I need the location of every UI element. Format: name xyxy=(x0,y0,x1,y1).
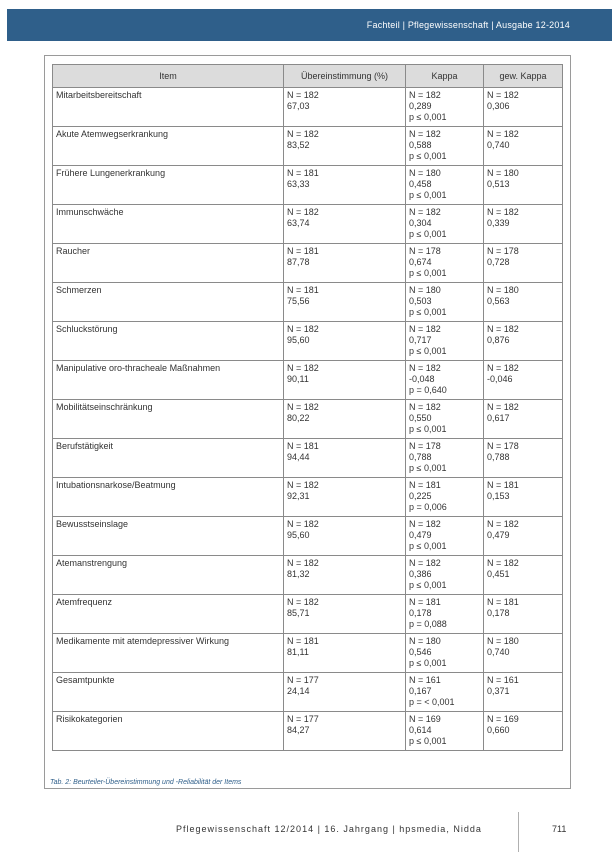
cell-agreement xyxy=(284,634,406,673)
cell-agreement xyxy=(284,283,406,322)
table-row xyxy=(53,400,563,439)
cell-kappa-line: p ≤ 0,001 xyxy=(409,541,447,551)
cell-weighted-kappa-line: N = 182 xyxy=(487,129,519,139)
cell-weighted-kappa-line: N = 180 xyxy=(487,168,519,178)
cell-item xyxy=(53,361,284,400)
cell-kappa-line: p = 0,640 xyxy=(409,385,447,395)
cell-weighted-kappa xyxy=(484,88,563,127)
cell-weighted-kappa xyxy=(484,283,563,322)
cell-weighted-kappa-line: 0,876 xyxy=(487,335,510,345)
cell-agreement xyxy=(284,361,406,400)
cell-weighted-kappa-line: 0,788 xyxy=(487,452,510,462)
cell-item xyxy=(53,400,284,439)
cell-agreement-line: 84,27 xyxy=(287,725,310,735)
cell-item xyxy=(53,673,284,712)
cell-weighted-kappa xyxy=(484,127,563,166)
cell-agreement-line: 85,71 xyxy=(287,608,310,618)
cell-weighted-kappa xyxy=(484,712,563,751)
cell-weighted-kappa-line: 0,617 xyxy=(487,413,510,423)
table-row xyxy=(53,361,563,400)
cell-agreement-line: 90,11 xyxy=(287,374,309,384)
footer-divider xyxy=(518,812,519,852)
item-label: Frühere Lungenerkrankung xyxy=(56,168,166,178)
cell-kappa-line: 0,458 xyxy=(409,179,432,189)
cell-kappa xyxy=(406,634,484,673)
cell-agreement-line: N = 182 xyxy=(287,363,319,373)
table-row xyxy=(53,205,563,244)
cell-kappa-line: p = < 0,001 xyxy=(409,697,455,707)
cell-weighted-kappa xyxy=(484,634,563,673)
cell-weighted-kappa-line: 0,479 xyxy=(487,530,510,540)
cell-agreement xyxy=(284,439,406,478)
cell-kappa-line: p ≤ 0,001 xyxy=(409,424,447,434)
cell-item xyxy=(53,205,284,244)
cell-agreement-line: N = 177 xyxy=(287,714,319,724)
cell-agreement xyxy=(284,595,406,634)
cell-agreement-line: N = 177 xyxy=(287,675,319,685)
cell-kappa xyxy=(406,517,484,556)
cell-weighted-kappa-line: N = 182 xyxy=(487,402,519,412)
item-label: Schluckstörung xyxy=(56,324,118,334)
cell-kappa-line: p ≤ 0,001 xyxy=(409,463,447,473)
table-row xyxy=(53,517,563,556)
table-row xyxy=(53,322,563,361)
cell-agreement-line: N = 182 xyxy=(287,207,319,217)
page-number: 711 xyxy=(552,824,567,834)
cell-kappa-line: N = 178 xyxy=(409,246,441,256)
cell-kappa-line: 0,788 xyxy=(409,452,432,462)
cell-agreement-line: 94,44 xyxy=(287,452,310,462)
cell-weighted-kappa-line: 0,728 xyxy=(487,257,510,267)
cell-item xyxy=(53,478,284,517)
cell-agreement-line: 81,11 xyxy=(287,647,309,657)
item-label: Berufstätigkeit xyxy=(56,441,114,451)
cell-weighted-kappa xyxy=(484,400,563,439)
table-row xyxy=(53,595,563,634)
item-label: Medikamente mit atemdepressiver Wirkung xyxy=(56,636,230,646)
cell-kappa xyxy=(406,478,484,517)
cell-agreement-line: N = 181 xyxy=(287,168,319,178)
cell-weighted-kappa-line: 0,153 xyxy=(487,491,510,501)
cell-agreement xyxy=(284,712,406,751)
cell-kappa-line: 0,546 xyxy=(409,647,432,657)
item-label: Gesamtpunkte xyxy=(56,675,115,685)
cell-kappa-line: p ≤ 0,001 xyxy=(409,307,447,317)
cell-agreement xyxy=(284,322,406,361)
table-row xyxy=(53,439,563,478)
cell-kappa-line: 0,289 xyxy=(409,101,432,111)
cell-agreement xyxy=(284,517,406,556)
cell-agreement-line: N = 182 xyxy=(287,129,319,139)
column-header-item: Item xyxy=(53,65,284,88)
header-bar xyxy=(7,9,612,41)
item-label: Akute Atemwegserkrankung xyxy=(56,129,169,139)
table-row xyxy=(53,673,563,712)
cell-weighted-kappa-line: N = 169 xyxy=(487,714,519,724)
cell-weighted-kappa-line: 0,178 xyxy=(487,608,510,618)
cell-kappa-line: p ≤ 0,001 xyxy=(409,151,447,161)
table-row xyxy=(53,166,563,205)
table-row xyxy=(53,283,563,322)
results-table xyxy=(52,64,563,751)
cell-kappa-line: p ≤ 0,001 xyxy=(409,190,447,200)
cell-agreement-line: 80,22 xyxy=(287,413,310,423)
cell-kappa-line: 0,178 xyxy=(409,608,432,618)
cell-kappa xyxy=(406,712,484,751)
cell-weighted-kappa xyxy=(484,361,563,400)
cell-agreement-line: 83,52 xyxy=(287,140,310,150)
item-label: Bewusstseinslage xyxy=(56,519,129,529)
cell-kappa-line: N = 169 xyxy=(409,714,441,724)
item-label: Atemanstrengung xyxy=(56,558,128,568)
cell-kappa-line: 0,614 xyxy=(409,725,432,735)
cell-weighted-kappa-line: N = 182 xyxy=(487,324,519,334)
cell-agreement-line: 75,56 xyxy=(287,296,310,306)
item-label: Intubationsnarkose/Beatmung xyxy=(56,480,176,490)
cell-agreement xyxy=(284,673,406,712)
cell-weighted-kappa xyxy=(484,478,563,517)
cell-kappa xyxy=(406,556,484,595)
cell-agreement-line: N = 181 xyxy=(287,246,319,256)
cell-weighted-kappa xyxy=(484,556,563,595)
cell-kappa-line: 0,503 xyxy=(409,296,432,306)
cell-agreement-line: 87,78 xyxy=(287,257,310,267)
cell-agreement-line: N = 182 xyxy=(287,519,319,529)
cell-kappa-line: 0,717 xyxy=(409,335,432,345)
cell-item xyxy=(53,634,284,673)
cell-item xyxy=(53,127,284,166)
cell-kappa-line: N = 182 xyxy=(409,207,441,217)
table-body xyxy=(53,88,563,751)
cell-weighted-kappa-line: 0,563 xyxy=(487,296,510,306)
cell-agreement xyxy=(284,127,406,166)
cell-weighted-kappa-line: N = 180 xyxy=(487,636,519,646)
item-label: Risikokategorien xyxy=(56,714,123,724)
cell-agreement-line: 92,31 xyxy=(287,491,310,501)
cell-weighted-kappa-line: N = 182 xyxy=(487,558,519,568)
cell-item xyxy=(53,322,284,361)
cell-kappa-line: N = 182 xyxy=(409,90,441,100)
cell-kappa xyxy=(406,361,484,400)
cell-item xyxy=(53,595,284,634)
cell-kappa-line: p ≤ 0,001 xyxy=(409,229,447,239)
cell-weighted-kappa xyxy=(484,244,563,283)
table-row xyxy=(53,556,563,595)
header-title: Fachteil | Pflegewissenschaft | Ausgabe 12-2014 xyxy=(366,20,570,30)
cell-weighted-kappa-line: N = 178 xyxy=(487,441,519,451)
cell-kappa-line: p = 0,006 xyxy=(409,502,447,512)
footer-journal-info: Pflegewissenschaft 12/2014 | 16. Jahrgang | hpsmedia, Nidda xyxy=(176,824,482,834)
cell-weighted-kappa-line: N = 182 xyxy=(487,207,519,217)
cell-agreement-line: N = 182 xyxy=(287,324,319,334)
cell-weighted-kappa-line: N = 182 xyxy=(487,519,519,529)
cell-weighted-kappa-line: N = 180 xyxy=(487,285,519,295)
cell-kappa-line: 0,386 xyxy=(409,569,432,579)
cell-weighted-kappa xyxy=(484,205,563,244)
cell-kappa-line: p ≤ 0,001 xyxy=(409,580,447,590)
table-row xyxy=(53,634,563,673)
column-header-agreement: Übereinstimmung (%) xyxy=(284,65,406,88)
cell-agreement xyxy=(284,556,406,595)
cell-weighted-kappa-line: -0,046 xyxy=(487,374,513,384)
cell-agreement-line: 95,60 xyxy=(287,530,310,540)
cell-agreement-line: 24,14 xyxy=(287,686,310,696)
cell-kappa-line: -0,048 xyxy=(409,374,435,384)
cell-kappa-line: N = 182 xyxy=(409,402,441,412)
cell-kappa-line: 0,479 xyxy=(409,530,432,540)
cell-kappa-line: N = 180 xyxy=(409,636,441,646)
cell-agreement-line: N = 181 xyxy=(287,285,319,295)
cell-agreement-line: 67,03 xyxy=(287,101,310,111)
cell-kappa-line: N = 181 xyxy=(409,480,441,490)
cell-kappa-line: N = 180 xyxy=(409,168,441,178)
cell-agreement xyxy=(284,244,406,283)
cell-item xyxy=(53,556,284,595)
item-label: Mitarbeitsbereitschaft xyxy=(56,90,142,100)
cell-kappa-line: p ≤ 0,001 xyxy=(409,268,447,278)
cell-kappa xyxy=(406,244,484,283)
column-header-weighted-kappa: gew. Kappa xyxy=(484,65,563,88)
cell-weighted-kappa-line: 0,371 xyxy=(487,686,510,696)
table-header-row xyxy=(53,65,563,88)
cell-agreement xyxy=(284,400,406,439)
cell-kappa-line: N = 182 xyxy=(409,558,441,568)
cell-kappa-line: N = 178 xyxy=(409,441,441,451)
cell-agreement-line: 63,74 xyxy=(287,218,310,228)
cell-kappa-line: N = 180 xyxy=(409,285,441,295)
cell-agreement xyxy=(284,166,406,205)
cell-agreement xyxy=(284,205,406,244)
cell-kappa xyxy=(406,322,484,361)
cell-kappa-line: p = 0,088 xyxy=(409,619,447,629)
table-row xyxy=(53,712,563,751)
cell-weighted-kappa-line: 0,740 xyxy=(487,647,510,657)
item-label: Schmerzen xyxy=(56,285,102,295)
cell-weighted-kappa-line: N = 181 xyxy=(487,480,519,490)
cell-agreement-line: N = 182 xyxy=(287,597,319,607)
item-label: Atemfrequenz xyxy=(56,597,113,607)
cell-weighted-kappa-line: 0,451 xyxy=(487,569,510,579)
cell-agreement xyxy=(284,478,406,517)
cell-kappa xyxy=(406,439,484,478)
cell-agreement-line: N = 181 xyxy=(287,636,319,646)
cell-weighted-kappa xyxy=(484,595,563,634)
cell-kappa-line: 0,304 xyxy=(409,218,432,228)
cell-weighted-kappa xyxy=(484,322,563,361)
cell-item xyxy=(53,517,284,556)
cell-kappa-line: 0,674 xyxy=(409,257,432,267)
cell-weighted-kappa xyxy=(484,673,563,712)
cell-kappa-line: N = 182 xyxy=(409,324,441,334)
item-label: Raucher xyxy=(56,246,91,256)
cell-weighted-kappa-line: N = 182 xyxy=(487,363,519,373)
cell-item xyxy=(53,283,284,322)
cell-item xyxy=(53,88,284,127)
cell-kappa-line: N = 161 xyxy=(409,675,441,685)
table-row xyxy=(53,127,563,166)
cell-agreement-line: N = 181 xyxy=(287,441,319,451)
column-header-kappa: Kappa xyxy=(406,65,484,88)
cell-kappa-line: 0,167 xyxy=(409,686,432,696)
cell-weighted-kappa xyxy=(484,166,563,205)
cell-kappa xyxy=(406,205,484,244)
cell-agreement-line: 95,60 xyxy=(287,335,310,345)
cell-weighted-kappa-line: 0,306 xyxy=(487,101,510,111)
cell-kappa xyxy=(406,166,484,205)
cell-agreement-line: N = 182 xyxy=(287,480,319,490)
cell-weighted-kappa-line: N = 161 xyxy=(487,675,519,685)
cell-kappa-line: 0,550 xyxy=(409,413,432,423)
cell-kappa-line: p ≤ 0,001 xyxy=(409,658,447,668)
cell-weighted-kappa-line: 0,740 xyxy=(487,140,510,150)
cell-kappa-line: p ≤ 0,001 xyxy=(409,346,447,356)
cell-kappa-line: 0,588 xyxy=(409,140,432,150)
cell-kappa xyxy=(406,595,484,634)
cell-kappa xyxy=(406,673,484,712)
cell-weighted-kappa-line: N = 178 xyxy=(487,246,519,256)
cell-kappa-line: p ≤ 0,001 xyxy=(409,112,447,122)
cell-kappa-line: p ≤ 0,001 xyxy=(409,736,447,746)
cell-kappa xyxy=(406,400,484,439)
cell-kappa-line: N = 182 xyxy=(409,129,441,139)
cell-kappa-line: 0,225 xyxy=(409,491,432,501)
table-caption: Tab. 2: Beurteiler-Übereinstimmung und -Reliabilität der Items xyxy=(50,779,242,786)
cell-item xyxy=(53,244,284,283)
cell-item xyxy=(53,439,284,478)
cell-weighted-kappa-line: 0,339 xyxy=(487,218,510,228)
cell-weighted-kappa-line: 0,513 xyxy=(487,179,510,189)
cell-kappa-line: N = 182 xyxy=(409,519,441,529)
cell-agreement-line: N = 182 xyxy=(287,558,319,568)
cell-item xyxy=(53,712,284,751)
cell-weighted-kappa-line: 0,660 xyxy=(487,725,510,735)
cell-kappa-line: N = 181 xyxy=(409,597,441,607)
cell-weighted-kappa-line: N = 182 xyxy=(487,90,519,100)
cell-agreement-line: N = 182 xyxy=(287,402,319,412)
cell-kappa xyxy=(406,127,484,166)
table-row xyxy=(53,244,563,283)
table-row xyxy=(53,88,563,127)
cell-weighted-kappa xyxy=(484,517,563,556)
cell-weighted-kappa xyxy=(484,439,563,478)
item-label: Mobilitätseinschränkung xyxy=(56,402,153,412)
cell-agreement-line: 81,32 xyxy=(287,569,310,579)
table-row xyxy=(53,478,563,517)
cell-kappa-line: N = 182 xyxy=(409,363,441,373)
item-label: Immunschwäche xyxy=(56,207,124,217)
cell-item xyxy=(53,166,284,205)
item-label: Manipulative oro-thracheale Maßnahmen xyxy=(56,363,221,373)
cell-agreement xyxy=(284,88,406,127)
cell-kappa xyxy=(406,88,484,127)
cell-agreement-line: 63,33 xyxy=(287,179,310,189)
cell-weighted-kappa-line: N = 181 xyxy=(487,597,519,607)
cell-agreement-line: N = 182 xyxy=(287,90,319,100)
cell-kappa xyxy=(406,283,484,322)
